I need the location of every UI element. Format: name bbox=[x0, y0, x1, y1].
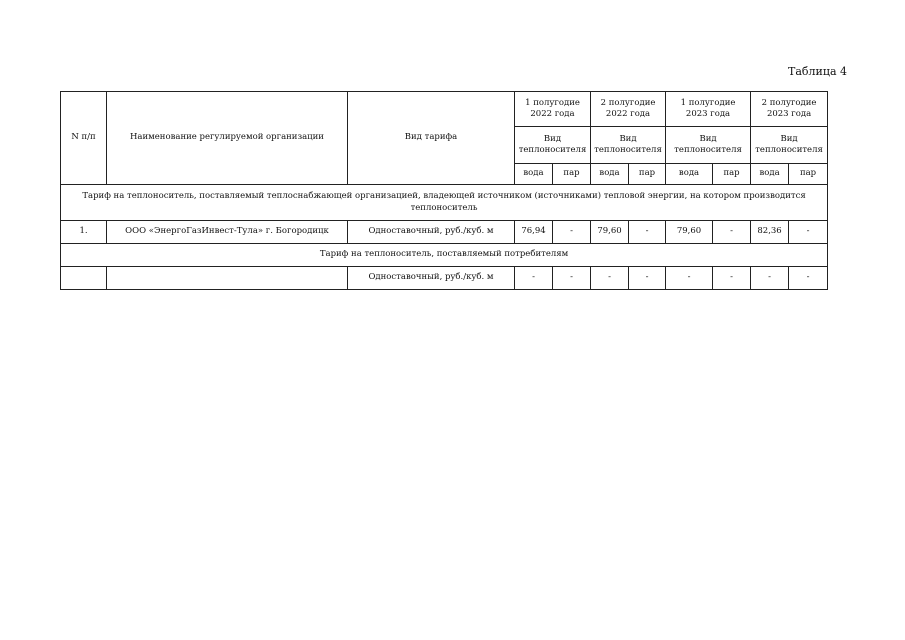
cell-value: 82,36 bbox=[751, 221, 789, 244]
header-steam: пар bbox=[789, 164, 828, 185]
header-period bbox=[591, 92, 666, 127]
carrier-kind-line2: теплоносителя bbox=[594, 145, 662, 155]
carrier-kind-line1: Вид bbox=[780, 133, 798, 144]
cell-value: - bbox=[591, 267, 629, 290]
table-row bbox=[61, 267, 828, 290]
header-period bbox=[666, 92, 751, 127]
cell-value: 79,60 bbox=[666, 221, 713, 244]
carrier-kind-line2: теплоносителя bbox=[755, 145, 823, 155]
header-period-line1: 1 полугодие bbox=[680, 97, 736, 108]
carrier-kind-line2: теплоносителя bbox=[518, 145, 587, 155]
header-steam: пар bbox=[713, 164, 751, 185]
header-water: вода bbox=[515, 164, 553, 185]
header-period-line2: 2022 года bbox=[530, 109, 575, 119]
header-period-line2: 2023 года bbox=[685, 109, 731, 119]
cell-value: - bbox=[666, 267, 713, 290]
row-num: 1. bbox=[61, 221, 107, 244]
header-water: вода bbox=[591, 164, 629, 185]
carrier-kind-line1: Вид bbox=[619, 133, 637, 144]
cell-value: - bbox=[629, 267, 666, 290]
header-carrier-kind bbox=[591, 127, 666, 164]
header-carrier-kind bbox=[751, 127, 828, 164]
cell-value: - bbox=[515, 267, 553, 290]
header-period-line1: 1 полугодие bbox=[525, 97, 580, 108]
cell-value: - bbox=[629, 221, 666, 244]
section-title: Тариф на теплоноситель, поставляемый потребителям bbox=[61, 244, 828, 267]
cell-value: - bbox=[553, 221, 591, 244]
carrier-kind-line2: теплоносителя bbox=[674, 145, 742, 155]
table-row bbox=[61, 221, 828, 244]
table-number-label: Таблица 4 bbox=[788, 65, 847, 78]
cell-value: - bbox=[789, 267, 828, 290]
header-period-line1: 2 полугодие bbox=[600, 97, 656, 108]
cell-value: - bbox=[713, 221, 751, 244]
header-tariff-type: Вид тарифа bbox=[348, 92, 515, 185]
cell-value: 76,94 bbox=[515, 221, 553, 244]
header-org: Наименование регулируемой организации bbox=[107, 92, 348, 185]
header-period-line2: 2023 года bbox=[766, 109, 812, 119]
row-tariff-type: Одноставочный, руб./куб. м bbox=[348, 221, 515, 244]
section-title: Тариф на теплоноситель, поставляемый теплоснабжающей организацией, владеющей источником (источниками) тепловой энергии, на котором производится теплоноситель bbox=[61, 185, 828, 221]
section-row bbox=[61, 185, 828, 221]
header-steam: пар bbox=[629, 164, 666, 185]
header-period bbox=[751, 92, 828, 127]
cell-value: - bbox=[789, 221, 828, 244]
row-tariff-type: Одноставочный, руб./куб. м bbox=[348, 267, 515, 290]
carrier-kind-line1: Вид bbox=[699, 133, 717, 144]
row-org: ООО «ЭнергоГазИнвест-Тула» г. Богородицк bbox=[107, 221, 348, 244]
row-num bbox=[61, 267, 107, 290]
tariff-table bbox=[60, 91, 828, 290]
section-row bbox=[61, 244, 828, 267]
cell-value: - bbox=[751, 267, 789, 290]
header-period bbox=[515, 92, 591, 127]
header-period-line1: 2 полугодие bbox=[761, 97, 817, 108]
header-carrier-kind bbox=[666, 127, 751, 164]
header-num: N п/п bbox=[61, 92, 107, 185]
header-steam: пар bbox=[553, 164, 591, 185]
header-row-periods bbox=[61, 92, 828, 127]
cell-value: 79,60 bbox=[591, 221, 629, 244]
header-carrier-kind bbox=[515, 127, 591, 164]
row-org bbox=[107, 267, 348, 290]
header-water: вода bbox=[666, 164, 713, 185]
carrier-kind-line1: Вид bbox=[543, 133, 562, 144]
header-water: вода bbox=[751, 164, 789, 185]
cell-value: - bbox=[713, 267, 751, 290]
header-period-line2: 2022 года bbox=[605, 109, 651, 119]
cell-value: - bbox=[553, 267, 591, 290]
